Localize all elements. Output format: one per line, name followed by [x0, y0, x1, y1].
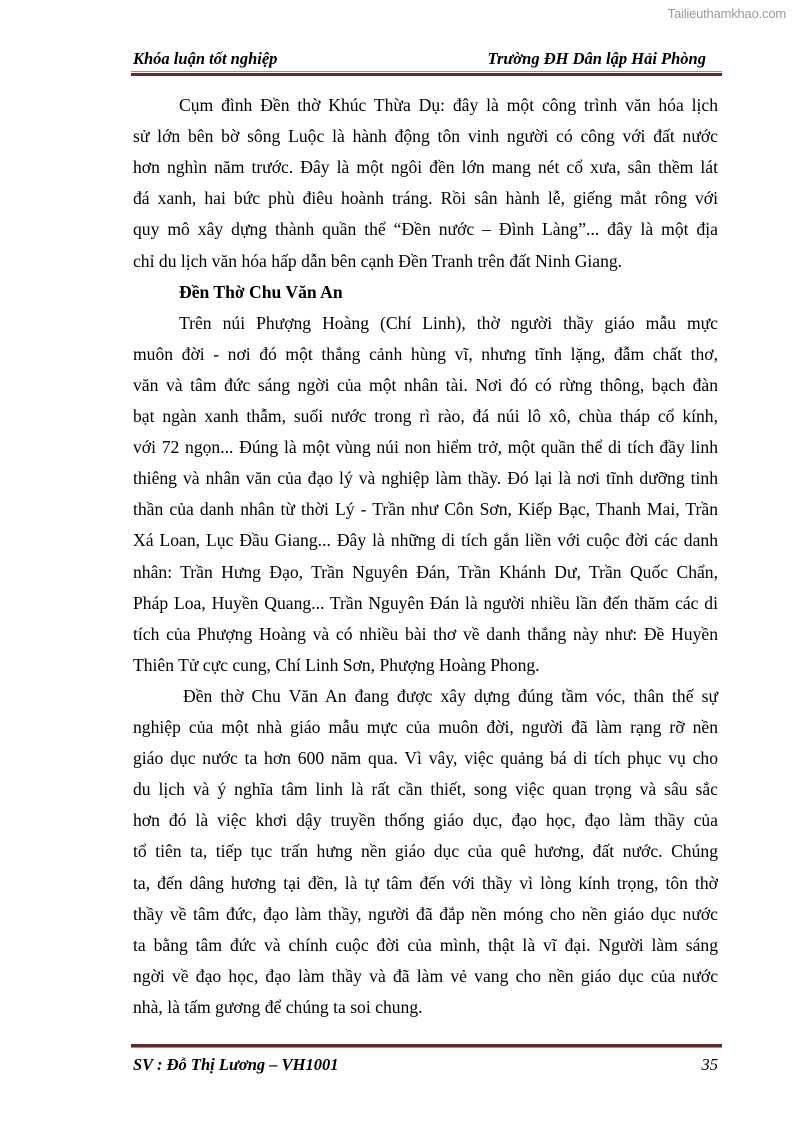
- paragraph-line: thần của danh nhân từ thời Lý - Trần như Côn Sơn, Kiếp Bạc, Thanh Mai, Trần: [133, 499, 718, 520]
- paragraph-line: Xá Loan, Lục Đầu Giang... Đây là những di tích gắn liền với cuộc đời các danh: [133, 530, 718, 551]
- paragraph-line: tổ tiên ta, tiếp tục trấn hưng nền giáo dục của quê hương, đất nước. Chúng: [133, 841, 718, 862]
- paragraph-line: chỉ du lịch văn hóa hấp dẫn bên cạnh Đền Tranh trên đất Ninh Giang.: [133, 250, 623, 271]
- paragraph-line: tích của Phượng Hoàng và có nhiều bài thơ về danh thắng này như: Đề Huyền: [133, 623, 718, 644]
- paragraph-line: sử lớn bên bờ sông Luộc là hành động tôn vinh người có công với đất nước: [133, 126, 718, 147]
- paragraph-line: bạt ngàn xanh thẫm, suối nước trong rì rào, đá núi lô xô, chùa tháp cổ kính,: [133, 406, 718, 426]
- paragraph-line: hơn đó là việc khơi dậy truyền thống giáo dục, đạo học, đạo làm thầy của: [133, 810, 718, 831]
- paragraph-line: văn và tâm đức sáng ngời của một nhân tài. Nơi đó có rừng thông, bạch đàn: [133, 374, 718, 395]
- paragraph-line: hơn nghìn năm trước. Đây là một ngôi đền lớn mang nét cổ xưa, sân thềm lát: [133, 157, 718, 178]
- paragraph-line: quy mô xây dựng thành quần thể “Đền nước – Đình Làng”... đây là một địa: [133, 219, 718, 240]
- watermark: Tailieuthamkhao.com: [667, 6, 786, 21]
- footer-divider: [131, 1043, 722, 1048]
- paragraph-line: ngời về đạo học, đạo làm thầy và đã làm vẻ vang cho nền giáo dục của nước: [133, 965, 718, 986]
- paragraph-line: Đền thờ Chu Văn An đang được xây dựng đúng tầm vóc, thân thế sự: [183, 685, 718, 706]
- paragraph-line: Trên núi Phượng Hoàng (Chí Linh), thờ người thầy giáo mẫu mực: [179, 312, 718, 333]
- paragraph-line: Thiên Tử cực cung, Chí Linh Sơn, Phượng Hoàng Phong.: [133, 654, 540, 675]
- footer-author: SV : Đỗ Thị Lương – VH1001: [133, 1055, 339, 1074]
- paragraph-line: du lịch và ý nghĩa tâm linh là rất cần thiết, song việc quan trọng và sâu sắc: [133, 779, 718, 800]
- paragraph-line: nhà, là tấm gương để chúng ta soi chung.: [133, 996, 423, 1017]
- paragraph-line: nhân: Trần Hưng Đạo, Trần Nguyên Đán, Trần Khánh Dư, Trần Quốc Chẩn,: [133, 561, 718, 582]
- paragraph-line: muôn đời - nơi đó một thắng cảnh hùng vĩ, nhưng tĩnh lặng, đẫm chất thơ,: [133, 343, 718, 364]
- page-number: 35: [701, 1055, 718, 1074]
- paragraph-line: Pháp Loa, Huyền Quang... Trần Nguyên Đán là người nhiều lần đến thăm các di: [133, 592, 718, 613]
- paragraph-line: nghiệp của một nhà giáo mẫu mực của muôn đời, người đã làm rạng rỡ nền: [133, 717, 718, 737]
- paragraph-line: Cụm đình Đền thờ Khúc Thừa Dụ: đây là một công trình văn hóa lịch: [179, 95, 718, 115]
- paragraph-line: thầy về tâm đức, đạo làm thầy, người đã đắp nền móng cho nền giáo dục nước: [133, 903, 718, 924]
- paragraph-line: đá xanh, hai bức phù điêu hoành tráng. Rồi sân hành lễ, giếng mắt rông với: [133, 188, 718, 209]
- paragraph-line: thiêng và nhân văn của đạo lý và nghiệp làm thầy. Đó lại là nơi tĩnh dưỡng tinh: [133, 468, 718, 489]
- page-header: [133, 49, 718, 71]
- paragraph-line: ta, đến dâng hương tại đền, là tự tâm đến với thầy vì lòng kính trọng, tôn thờ: [133, 872, 718, 893]
- section-heading: Đền Thờ Chu Văn An: [179, 281, 343, 302]
- header-divider: [131, 71, 722, 76]
- paragraph-line: giáo dục nước ta hơn 600 năm qua. Vì vây, việc quảng bá di tích phục vụ cho: [133, 748, 718, 769]
- header-left: Khóa luận tốt nghiệp: [133, 49, 278, 68]
- paragraph-line: với 72 ngọn... Đúng là một vùng núi non hiểm trở, một quần thể di tích đầy linh: [133, 437, 718, 458]
- paragraph-line: ta bằng tâm đức và chính cuộc đời của mình, thật là vĩ đại. Người làm sáng: [133, 934, 718, 955]
- header-right: Trường ĐH Dân lập Hải Phòng: [487, 49, 706, 68]
